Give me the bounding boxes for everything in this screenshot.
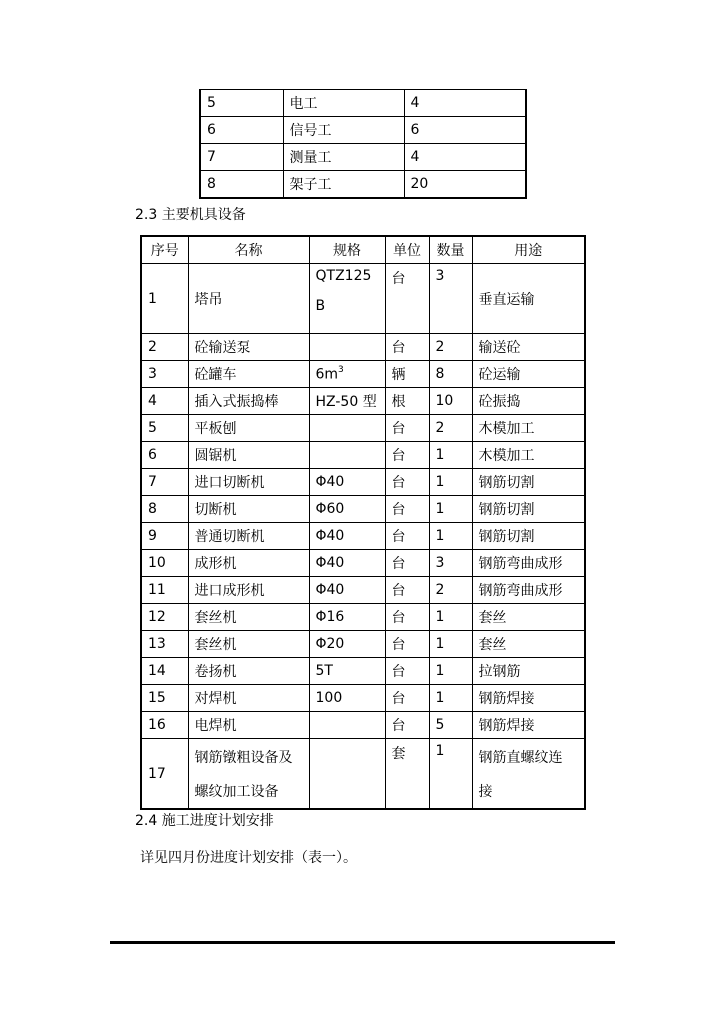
equip-spec-cell: Φ40 bbox=[309, 469, 385, 496]
equip-qty-cell: 2 bbox=[429, 577, 472, 604]
equip-qty-cell: 1 bbox=[429, 658, 472, 685]
equip-spec-cell: Φ60 bbox=[309, 496, 385, 523]
equip-use-cell: 钢筋焊接 bbox=[472, 685, 585, 712]
equip-qty-cell: 1 bbox=[429, 469, 472, 496]
table-row bbox=[141, 658, 585, 685]
equip-unit-cell: 台 bbox=[385, 334, 429, 361]
table-row bbox=[141, 334, 585, 361]
worker-no-cell: 5 bbox=[200, 90, 283, 117]
equip-use-cell: 输送砼 bbox=[472, 334, 585, 361]
equip-no-cell: 3 bbox=[141, 361, 188, 388]
equip-use-cell: 砼运输 bbox=[472, 361, 585, 388]
worker-name-cell: 信号工 bbox=[283, 117, 404, 144]
equip-use-cell: 垂直运输 bbox=[472, 264, 585, 334]
equip-spec-line2: B bbox=[315, 298, 326, 314]
equip-name-cell: 套丝机 bbox=[188, 604, 309, 631]
equip-no-cell: 15 bbox=[141, 685, 188, 712]
equip-qty-cell: 5 bbox=[429, 712, 472, 739]
equip-unit-cell: 台 bbox=[385, 631, 429, 658]
equip-qty-cell: 2 bbox=[429, 334, 472, 361]
section-heading-equipment: 2.3 主要机具设备 bbox=[135, 207, 246, 223]
equip-name-cell: 砼输送泵 bbox=[188, 334, 309, 361]
equip-name-cell: 切断机 bbox=[188, 496, 309, 523]
table-row bbox=[200, 171, 526, 199]
equip-spec-cell bbox=[309, 415, 385, 442]
equip-use-cell bbox=[472, 739, 585, 810]
equip-name-cell: 普通切断机 bbox=[188, 523, 309, 550]
equip-no-cell: 12 bbox=[141, 604, 188, 631]
equip-unit-cell: 台 bbox=[385, 577, 429, 604]
equip-use-line2: 接 bbox=[478, 783, 493, 800]
table-row bbox=[141, 469, 585, 496]
equip-use-cell: 套丝 bbox=[472, 631, 585, 658]
equip-spec-line1: QTZ125 bbox=[315, 268, 372, 284]
equip-use-cell: 木模加工 bbox=[472, 442, 585, 469]
equip-no-cell: 17 bbox=[141, 739, 188, 810]
table-row bbox=[141, 415, 585, 442]
header-no: 序号 bbox=[141, 236, 188, 264]
equip-no-cell: 10 bbox=[141, 550, 188, 577]
equip-qty-cell: 3 bbox=[429, 264, 472, 334]
equip-no-cell: 5 bbox=[141, 415, 188, 442]
equip-spec-cell bbox=[309, 712, 385, 739]
worker-no-cell: 8 bbox=[200, 171, 283, 199]
equip-spec-cell: HZ-50 型 bbox=[309, 388, 385, 415]
equip-name-line2: 螺纹加工设备 bbox=[194, 783, 279, 800]
section-heading-schedule: 2.4 施工进度计划安排 bbox=[135, 813, 274, 829]
equip-unit-cell: 台 bbox=[385, 523, 429, 550]
table-row bbox=[141, 442, 585, 469]
equip-name-cell: 插入式振捣棒 bbox=[188, 388, 309, 415]
equip-name-cell: 卷扬机 bbox=[188, 658, 309, 685]
workers-table bbox=[199, 89, 527, 199]
table-row bbox=[200, 90, 526, 117]
equip-unit-cell: 台 bbox=[385, 496, 429, 523]
equipment-table bbox=[140, 235, 586, 810]
equip-name-cell bbox=[188, 739, 309, 810]
equip-no-cell: 6 bbox=[141, 442, 188, 469]
equip-unit-cell: 台 bbox=[385, 658, 429, 685]
header-spec: 规格 bbox=[309, 236, 385, 264]
equip-use-cell: 套丝 bbox=[472, 604, 585, 631]
equip-use-cell: 钢筋焊接 bbox=[472, 712, 585, 739]
equip-spec-cell: Φ40 bbox=[309, 577, 385, 604]
worker-count-cell: 6 bbox=[404, 117, 526, 144]
worker-no-cell: 7 bbox=[200, 144, 283, 171]
equip-qty-cell: 8 bbox=[429, 361, 472, 388]
worker-name-cell: 测量工 bbox=[283, 144, 404, 171]
equip-no-cell: 13 bbox=[141, 631, 188, 658]
equip-qty-cell: 1 bbox=[429, 442, 472, 469]
header-name: 名称 bbox=[188, 236, 309, 264]
equip-qty-cell: 1 bbox=[429, 631, 472, 658]
equip-unit-cell: 台 bbox=[385, 415, 429, 442]
table-row bbox=[141, 361, 585, 388]
table-row bbox=[141, 523, 585, 550]
table-row bbox=[141, 712, 585, 739]
equip-spec-cell: Φ40 bbox=[309, 550, 385, 577]
worker-count-cell: 4 bbox=[404, 90, 526, 117]
equip-unit-cell: 台 bbox=[385, 442, 429, 469]
table-row bbox=[141, 388, 585, 415]
header-unit: 单位 bbox=[385, 236, 429, 264]
equip-name-cell: 砼罐车 bbox=[188, 361, 309, 388]
equip-use-cell: 钢筋切割 bbox=[472, 523, 585, 550]
worker-name-cell: 电工 bbox=[283, 90, 404, 117]
equip-unit-cell: 辆 bbox=[385, 361, 429, 388]
schedule-paragraph: 详见四月份进度计划安排（表一）。 bbox=[140, 850, 357, 866]
equip-spec-cell bbox=[309, 442, 385, 469]
equip-use-cell: 钢筋切割 bbox=[472, 469, 585, 496]
equip-name-cell: 塔吊 bbox=[188, 264, 309, 334]
equip-name-cell: 平板刨 bbox=[188, 415, 309, 442]
equip-spec-cell: Φ40 bbox=[309, 523, 385, 550]
equip-no-cell: 16 bbox=[141, 712, 188, 739]
equip-qty-cell: 2 bbox=[429, 415, 472, 442]
table-row bbox=[141, 550, 585, 577]
equip-spec-cell bbox=[309, 739, 385, 810]
equip-spec-cell: Φ16 bbox=[309, 604, 385, 631]
equip-name-cell: 电焊机 bbox=[188, 712, 309, 739]
worker-name-cell: 架子工 bbox=[283, 171, 404, 199]
equip-unit-cell: 根 bbox=[385, 388, 429, 415]
equip-name-cell: 成形机 bbox=[188, 550, 309, 577]
equip-unit-cell: 套 bbox=[385, 739, 429, 810]
equip-name-cell: 套丝机 bbox=[188, 631, 309, 658]
equip-no-cell: 11 bbox=[141, 577, 188, 604]
equip-spec-cell bbox=[309, 361, 385, 388]
equip-name-cell: 进口成形机 bbox=[188, 577, 309, 604]
equip-no-cell: 9 bbox=[141, 523, 188, 550]
equip-use-cell: 钢筋弯曲成形 bbox=[472, 577, 585, 604]
equip-spec-superscript: 3 bbox=[338, 364, 344, 375]
equip-name-cell: 圆锯机 bbox=[188, 442, 309, 469]
equip-no-cell: 14 bbox=[141, 658, 188, 685]
equip-qty-cell: 1 bbox=[429, 739, 472, 810]
equip-no-cell: 1 bbox=[141, 264, 188, 334]
equip-name-cell: 对焊机 bbox=[188, 685, 309, 712]
equip-unit-cell: 台 bbox=[385, 712, 429, 739]
equipment-header-row bbox=[141, 236, 585, 264]
equip-name-cell: 进口切断机 bbox=[188, 469, 309, 496]
equip-no-cell: 2 bbox=[141, 334, 188, 361]
equip-qty-cell: 10 bbox=[429, 388, 472, 415]
equip-spec-cell bbox=[309, 334, 385, 361]
equip-unit-cell: 台 bbox=[385, 685, 429, 712]
equip-use-cell: 砼振捣 bbox=[472, 388, 585, 415]
table-row bbox=[141, 496, 585, 523]
header-use: 用途 bbox=[472, 236, 585, 264]
equip-no-cell: 7 bbox=[141, 469, 188, 496]
equip-name-line1: 钢筋镦粗设备及 bbox=[194, 749, 293, 766]
equip-use-line1: 钢筋直螺纹连 bbox=[478, 749, 563, 766]
equip-spec-cell: 100 bbox=[309, 685, 385, 712]
worker-no-cell: 6 bbox=[200, 117, 283, 144]
equip-unit-cell: 台 bbox=[385, 469, 429, 496]
table-row bbox=[141, 739, 585, 810]
equip-unit-cell: 台 bbox=[385, 264, 429, 334]
equip-no-cell: 4 bbox=[141, 388, 188, 415]
equip-qty-cell: 1 bbox=[429, 604, 472, 631]
equip-unit-cell: 台 bbox=[385, 604, 429, 631]
equip-qty-cell: 1 bbox=[429, 523, 472, 550]
equip-use-cell: 钢筋切割 bbox=[472, 496, 585, 523]
equip-spec-value: 6m bbox=[315, 366, 339, 383]
worker-count-cell: 4 bbox=[404, 144, 526, 171]
table-row bbox=[200, 117, 526, 144]
equip-use-cell: 钢筋弯曲成形 bbox=[472, 550, 585, 577]
equip-spec-cell: 5T bbox=[309, 658, 385, 685]
equip-unit-cell: 台 bbox=[385, 550, 429, 577]
equip-qty-cell: 1 bbox=[429, 685, 472, 712]
table-row bbox=[141, 577, 585, 604]
worker-count-cell: 20 bbox=[404, 171, 526, 199]
table-row bbox=[141, 604, 585, 631]
table-row bbox=[141, 631, 585, 658]
equip-qty-cell: 1 bbox=[429, 496, 472, 523]
equip-spec-cell bbox=[309, 264, 385, 334]
equip-no-cell: 8 bbox=[141, 496, 188, 523]
header-qty: 数量 bbox=[429, 236, 472, 264]
footer-divider bbox=[110, 941, 615, 944]
table-row bbox=[200, 144, 526, 171]
equip-spec-cell: Φ20 bbox=[309, 631, 385, 658]
table-row bbox=[141, 685, 585, 712]
equip-use-cell: 拉钢筋 bbox=[472, 658, 585, 685]
table-row bbox=[141, 264, 585, 334]
equip-use-cell: 木模加工 bbox=[472, 415, 585, 442]
equip-qty-cell: 3 bbox=[429, 550, 472, 577]
